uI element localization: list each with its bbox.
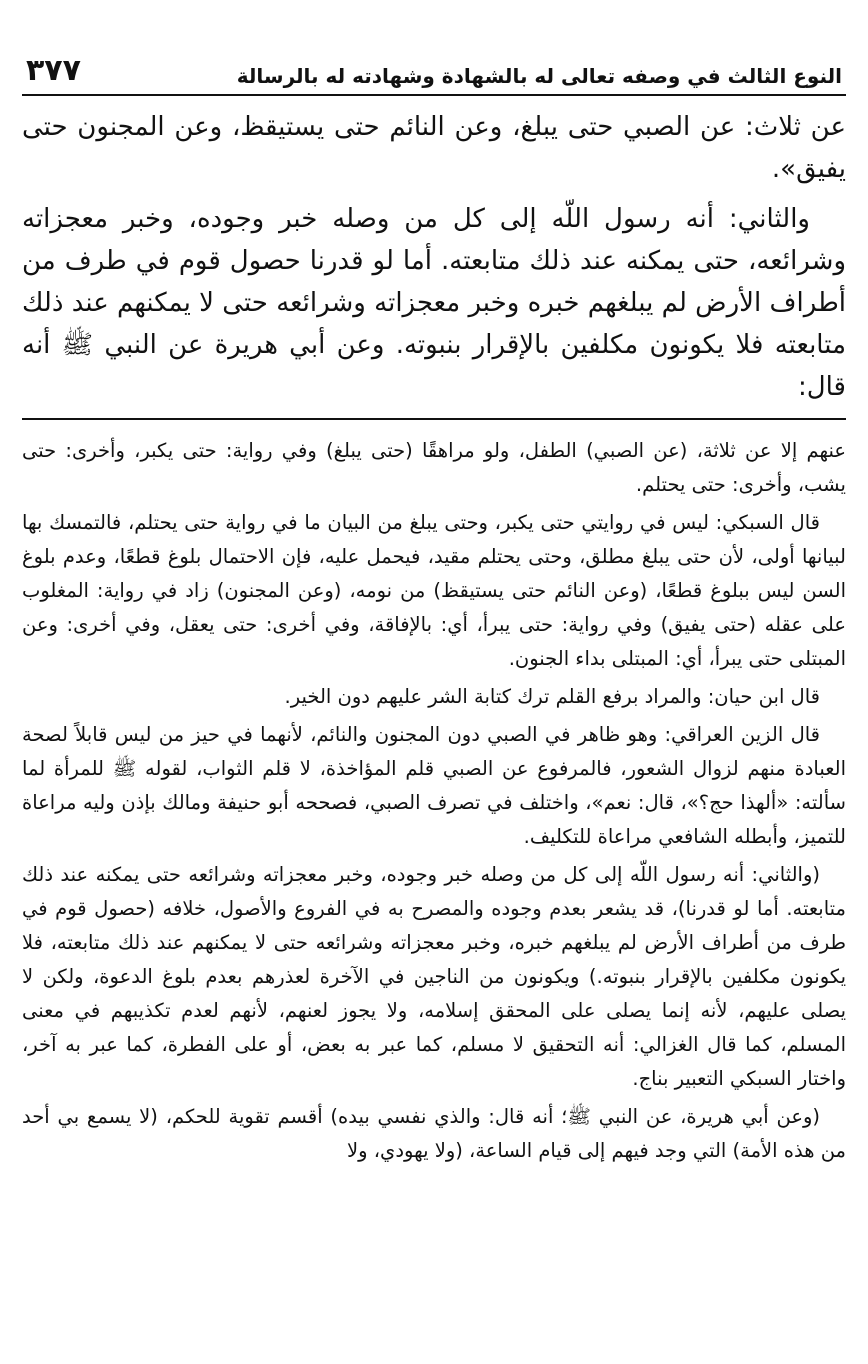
separator-rule	[22, 418, 846, 420]
page-number: ٣٧٧	[26, 53, 81, 88]
running-title: النوع الثالث في وصفه تعالى له بالشهادة وشهادته له بالرسالة	[236, 64, 842, 88]
commentary-paragraph-1: عنهم إلا عن ثلاثة، (عن الصبي) الطفل، ولو مراهقًا (حتى يبلغ) وفي رواية: حتى يكبر، وأخرى: حتى يشب، وأخرى: حتى يحتلم.	[22, 439, 846, 496]
commentary-paragraph-6: (وعن أبي هريرة، عن النبي ﷺ؛ أنه قال: والذي نفسي بيده) أقسم تقوية للحكم، (لا يسمع بي أحد من هذه الأمة) التي وجد فيهم إلى قيام الساعة، (ولا يهودي، ولا	[22, 1105, 846, 1162]
commentary	[22, 434, 846, 1168]
main-paragraph-2: والثاني: أنه رسول اللّه إلى كل من وصله خبر وجوده، وخبر معجزاته وشرائعه، حتى يمكنه عند ذلك متابعته. أما لو قدرنا حصول قوم في طرف من أطراف الأرض لم يبلغهم خبره وخبر معجزاته وشرائعه حتى لا يمكنهم عند ذلك متابعته فلا يكونون مكلفين بالإقرار بنبوته. وعن أبي هريرة عن النبي ﷺ أنه قال:	[22, 204, 846, 402]
page-header	[22, 36, 846, 96]
main-paragraph-1: عن ثلاث: عن الصبي حتى يبلغ، وعن النائم حتى يستيقظ، وعن المجنون حتى يفيق».	[22, 112, 846, 184]
main-text	[22, 106, 846, 408]
commentary-paragraph-3: قال ابن حيان: والمراد برفع القلم ترك كتابة الشر عليهم دون الخير.	[284, 685, 820, 708]
commentary-paragraph-4: قال الزين العراقي: وهو ظاهر في الصبي دون المجنون والنائم، لأنهما في حيز من ليس قابلاً لصحة العبادة منهم لزوال الشعور، فالمرفوع عن الصبي قلم المؤاخذة، لا قلم الثواب، لقوله ﷺ للمرأة لما سألته: «ألهذا حج؟»، قال: نعم»، واختلف في تصرف الصبي، فصححه أبو حنيفة ومالك بإذن وليه مراعاة للتميز، وأبطله الشافعي مراعاة للتكليف.	[22, 723, 846, 848]
commentary-paragraph-5: (والثاني: أنه رسول اللّه إلى كل من وصله خبر وجوده، وخبر معجزاته وشرائعه حتى يمكنه عند ذلك متابعته. أما لو قدرنا)، قد يشعر بعدم وجوده والمصرح به في الفروع والأصول، خلافه (حصول قوم في طرف من أطراف الأرض لم يبلغهم خبره، وخبر معجزاته وشرائعه حتى لا يمكنهم عند ذلك متابعته، فلا يكونون مكلفين بالإقرار بنبوته.) ويكونون من الناجين في الآخرة لعذرهم بعدم بلوغ الدعوة، ولكن لا يصلى عليهم، لأنه إنما يصلى على المحقق إسلامه، ولا يجوز لعنهم، لأنهم لعدم تكذيبهم في معنى المسلم، كما قال الغزالي: أنه التحقيق لا مسلم، كما عبر به بعض، أو على الفطرة، كما عبر به آخر، واختار السبكي التعبير بناج.	[22, 863, 846, 1090]
commentary-paragraph-2: قال السبكي: ليس في روايتي حتى يكبر، وحتى يبلغ من البيان ما في رواية حتى يحتلم، فالتمسك بها لبيانها أولى، لأن حتى يبلغ مطلق، وحتى يحتلم مقيد، فيحمل عليه، فإن الاحتمال بلوغ قطعًا، وعدم بلوغ السن ليس ببلوغ قطعًا، (وعن النائم حتى يستيقظ) من نومه، (وعن المجنون) زاد في رواية: المغلوب على عقله (حتى يفيق) وفي رواية: حتى يبرأ، أي: بالإفاقة، وفي أخرى: حتى يعقل، وفي أخرى: وعن المبتلى حتى يبرأ، أي: المبتلى بداء الجنون.	[22, 511, 846, 670]
